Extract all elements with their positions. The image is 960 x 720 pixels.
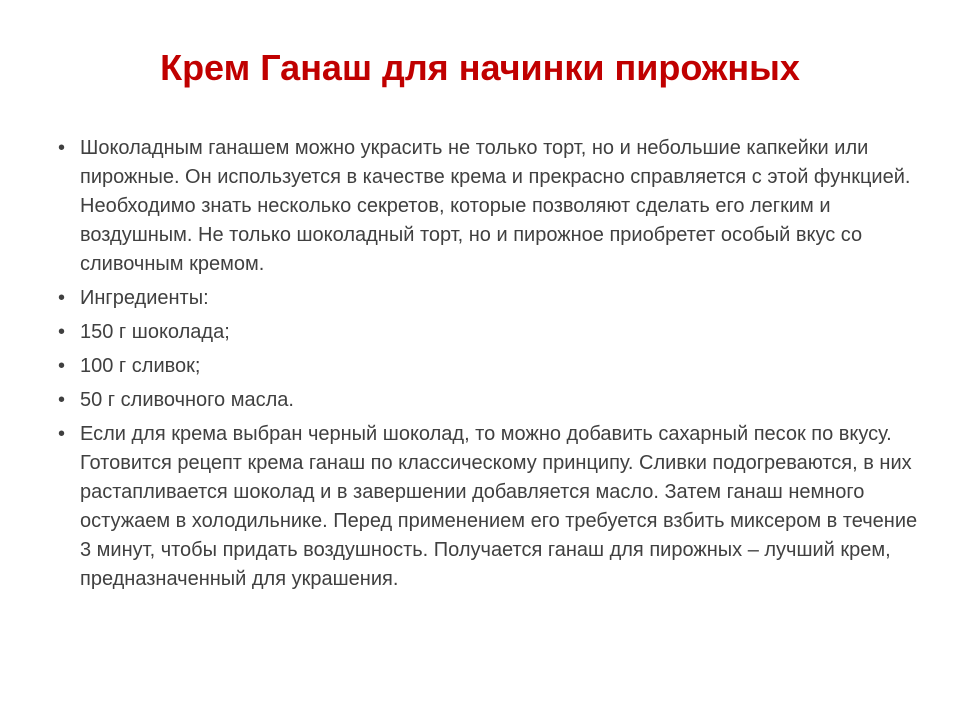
bullet-text: Если для крема выбран черный шоколад, то можно добавить сахарный песок по вкусу. Готовится рецепт крема ганаш по классическому принципу. Сливки подогреваются, в них растапливается шоколад и в завершении добавляется масло. Затем ганаш немного остужаем в холодильнике. Перед применением его требуется взбить миксером в течение 3 минут, чтобы придать воздушность. Получается ганаш для пирожных – лучший крем, предназначенный для украшения. (80, 423, 918, 590)
bullet-item-intro (58, 134, 918, 279)
bullet-dot-icon: • (58, 423, 66, 445)
bullet-text: Шоколадным ганашем можно украсить не только торт, но и небольшие капкейки или пирожные. Он используется в качестве крема и прекрасно справляется с этой функцией. Необходимо знать несколько секретов, которые позволяют сделать его легким и воздушным. Не только шоколадный торт, но и пирожное приобретет особый вкус со сливочным кремом. (80, 137, 911, 275)
bullet-item-method (58, 420, 918, 594)
bullet-text: 50 г сливочного масла. (80, 389, 294, 411)
bullet-item-cream (58, 352, 918, 381)
bullet-dot-icon: • (58, 321, 66, 343)
slide-title: Крем Ганаш для начинки пирожных (160, 47, 800, 88)
bullet-text: 150 г шоколада; (80, 321, 230, 343)
bullet-text: 100 г сливок; (80, 355, 201, 377)
bullet-item-ingredients-heading (58, 284, 918, 313)
bullet-list (58, 134, 918, 599)
bullet-dot-icon: • (58, 389, 66, 411)
bullet-item-butter (58, 386, 918, 415)
bullet-text: Ингредиенты: (80, 287, 209, 309)
bullet-dot-icon: • (58, 355, 66, 377)
bullet-dot-icon: • (58, 137, 66, 159)
bullet-item-chocolate (58, 318, 918, 347)
bullet-dot-icon: • (58, 287, 66, 309)
